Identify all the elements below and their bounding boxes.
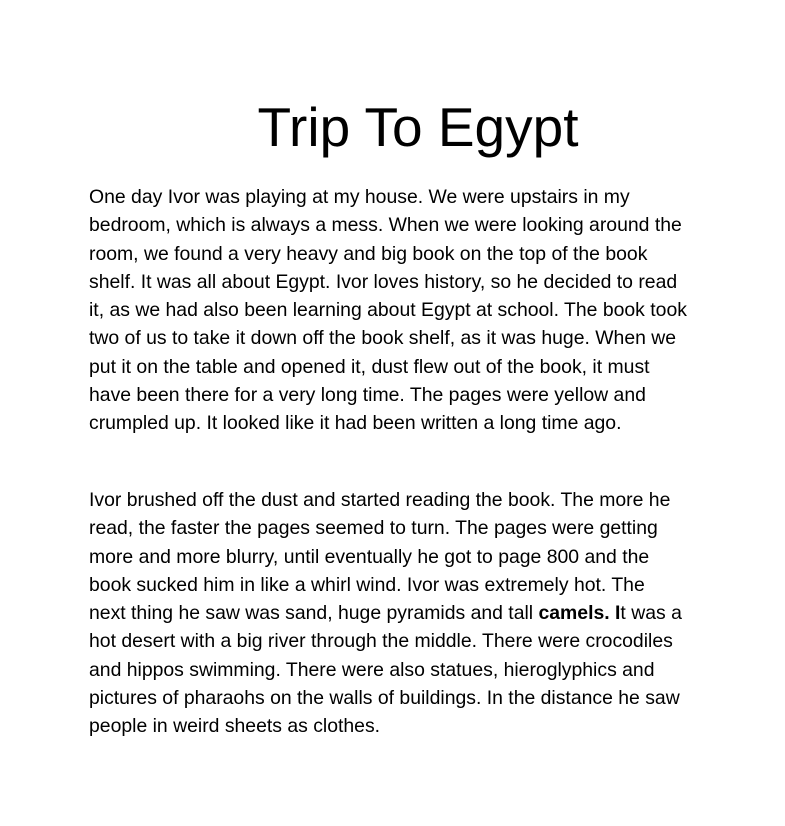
text-line: One day Ivor was playing at my house. We were upstairs in my (89, 186, 630, 208)
text-line: read, the faster the pages seemed to turn. The pages were getting (89, 517, 658, 540)
text-segment: t was a (620, 602, 682, 625)
text-line: and hippos swimming. There were also statues, hieroglyphics and (89, 658, 655, 681)
text-line: bedroom, which is always a mess. When we were looking around the (89, 214, 682, 237)
text-line: more and more blurry, until eventually he got to page 800 and the (89, 545, 650, 568)
document-title: Trip To Egypt (257, 96, 579, 158)
text-line: people in weird sheets as clothes. (89, 715, 381, 738)
text-line: room, we found a very heavy and big book on the top of the book (89, 242, 648, 265)
text-segment: next thing he saw was sand, huge pyramids and tall (89, 602, 539, 625)
bold-text: camels. I (538, 602, 621, 625)
text-line: shelf. It was all about Egypt. Ivor loves history, so he decided to read (89, 270, 678, 293)
paragraph-2 (89, 486, 709, 741)
paragraph-1 (89, 183, 709, 438)
text-line: it, as we had also been learning about Egypt at school. The book took (89, 299, 687, 322)
text-line: two of us to take it down off the book shelf, as it was huge. When we (89, 327, 677, 350)
text-line: book sucked him in like a whirl wind. Ivor was extremely hot. The (89, 573, 645, 596)
text-line-with-bold (89, 599, 709, 627)
text-line: Ivor brushed off the dust and started reading the book. The more he (89, 489, 671, 511)
text-line: crumpled up. It looked like it had been written a long time ago. (89, 412, 622, 435)
text-line: put it on the table and opened it, dust flew out of the book, it must (89, 355, 650, 378)
text-line: hot desert with a big river through the middle. There were crocodiles (89, 630, 673, 653)
text-line: have been there for a very long time. The pages were yellow and (89, 384, 646, 407)
text-line: pictures of pharaohs on the walls of buildings. In the distance he saw (89, 687, 680, 710)
